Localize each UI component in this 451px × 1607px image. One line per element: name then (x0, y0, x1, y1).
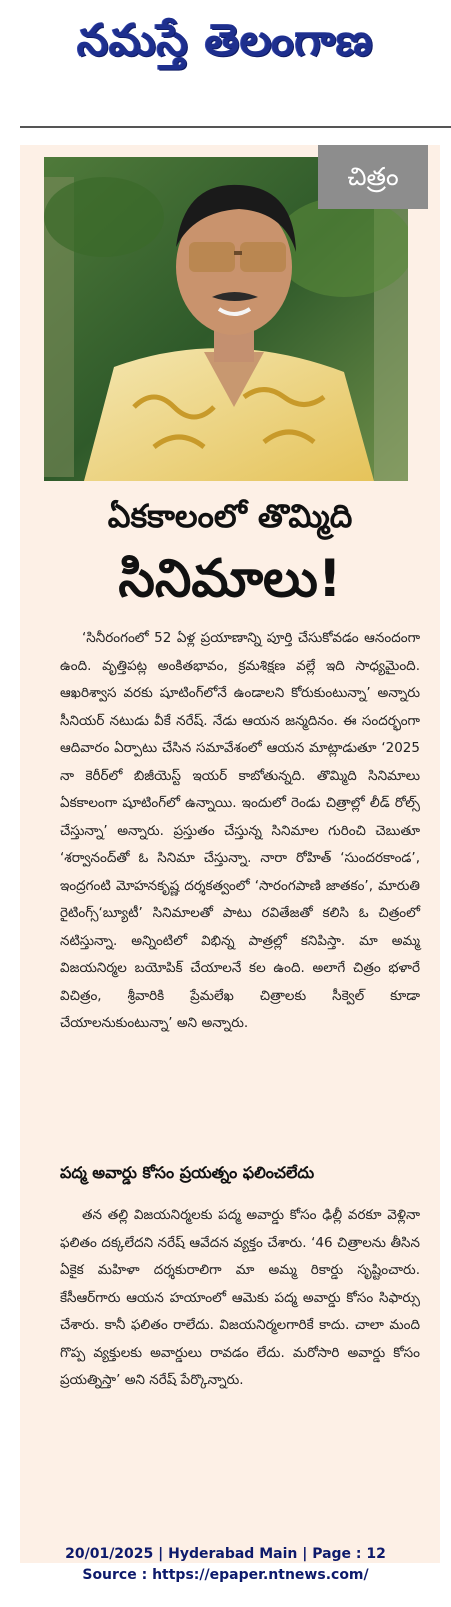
headline-line-1: ఏకకాలంలో తొమ్మిది (107, 497, 353, 535)
article-body-2: తన తల్లి విజయనిర్మలకు పద్మ అవార్డు కోసం ఢిల్లీ వరకూ వెళ్లినా ఫలితం దక్కలేదని నరేష్ ఆవేదన వ్యక్తం చేశారు. ‘46 చిత్రాలను తీసిన ఏకైక మహిళా దర్శకురాలిగా మా అమ్మ రికార్డు సృష్టించారు. కేసీఆర్‌గారు ఆయన హయాంలో ఆమెకు పద్మ అవార్డు కోసం సిఫార్సు చేశారు. కానీ ఫలితం రాలేదు. విజయనిర్మలగారికే కాదు. చాలా మంది గొప్ప వ్యక్తులకు అవార్డులు రావడం లేదు. మరోసారి అవార్డు కోసం ప్రయత్నిస్తా’ అని నరేష్ పేర్కొన్నారు. (60, 1207, 420, 1388)
article-panel (20, 145, 440, 1563)
footer-date-edition: 20/01/2025 | Hyderabad Main | Page : 12 (65, 1546, 386, 1562)
masthead (0, 0, 451, 100)
headline-line-2: సినిమాలు! (118, 549, 342, 609)
newspaper-logo-title: నమస్తే తెలంగాణ (77, 15, 374, 66)
article-body: ‘సినీరంగంలో 52 ఏళ్ల ప్రయాణాన్ని పూర్తి చేసుకోవడం ఆనందంగా ఉంది. వృత్తిపట్ల అంకితభావం, క్రమశిక్షణ వల్లే ఇది సాధ్యమైంది. ఆఖరిశ్వాస వరకు షూటింగ్‌లోనే ఉండాలని కోరుకుంటున్నా’ అన్నారు సీనియర్ నటుడు వీకే నరేష్. నేడు ఆయన జన్మదినం. ఈ సందర్భంగా ఆదివారం ఏర్పాటు చేసిన సమావేశంలో ఆయన మాట్లాడుతూ ‘2025 నా కెరీర్‌లో బిజీయెస్ట్ ఇయర్ కాబోతున్నది. తొమ్మిది సినిమాలు ఏకకాలంగా షూటింగ్‌లో ఉన్నాయి. ఇందులో రెండు చిత్రాల్లో లీడ్ రోల్స్ చేస్తున్నా’ అన్నారు. ప్రస్తుతం చేస్తున్న సినిమాల గురించి చెబుతూ ‘శర్వానంద్‌తో ఓ సినిమా చేస్తున్నా. నారా రోహిత్ ‘సుందరకాండ’, ఇంద్రగంటి మోహనకృష్ణ దర్శకత్వంలో ‘సారంగపాణి జాతకం’, మారుతి రైటింగ్స్‘బ్యూటీ’ సినిమాలతో పాటు రవితేజతో కలిసి ఓ చిత్రంలో నటిస్తున్నా. అన్నింటిలో విభిన్న పాత్రల్లో కనిపిస్తా. మా అమ్మ విజయనిర్మల బయోపిక్ చేయాలనే కల ఉంది. అలాగే చిత్రం భళారే విచిత్రం, శ్రీవారికి ప్రేమలేఖ చిత్రాలకు సీక్వెల్ కూడా చేయాలనుకుంటున్నా’ అని అన్నారు. (60, 630, 420, 1031)
article-subheading: పద్మ అవార్డు కోసం ప్రయత్నం ఫలించలేదు (60, 1163, 315, 1182)
section-label: చిత్రం (318, 145, 428, 209)
footer-source: Source : https://epaper.ntnews.com/ (82, 1567, 369, 1583)
masthead-divider (20, 126, 451, 128)
